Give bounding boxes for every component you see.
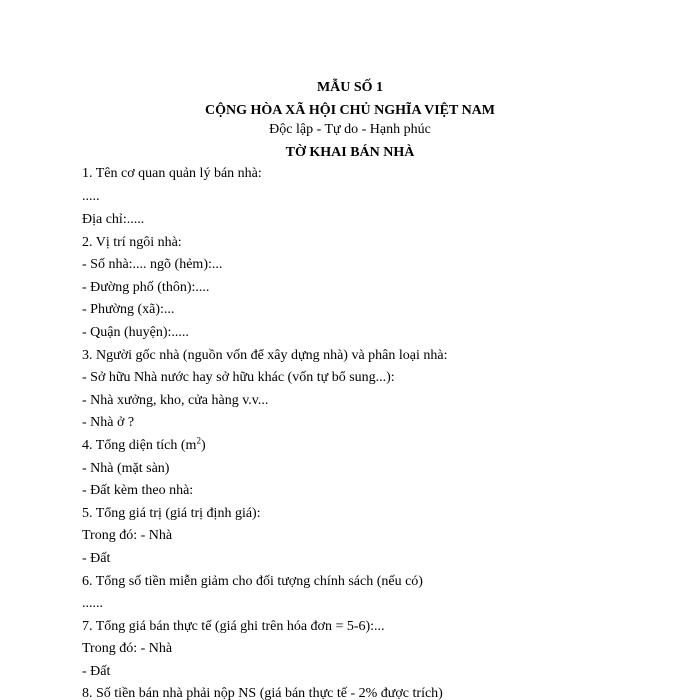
document-title: TỜ KHAI BÁN NHÀ [285, 145, 415, 160]
form-number: MẪU SỐ 1 [316, 80, 384, 95]
field-price-house: Trong đó: - Nhà [82, 641, 173, 656]
field-budget-payment: 8. Số tiền bán nhà phải nộp NS (giá bán thực tế - 2% được trích) [82, 686, 443, 700]
field-address: Địa chỉ:..... [82, 212, 145, 227]
motto: Độc lập - Tự do - Hạnh phúc [269, 122, 431, 137]
field-floor-area: - Nhà (mặt sàn) [82, 461, 170, 476]
field-street: - Đường phố (thôn):.... [82, 280, 210, 295]
field-residence: - Nhà ở ? [82, 415, 135, 430]
field-ownership: - Sở hữu Nhà nước hay sở hữu khác (vốn tự bổ sung...): [82, 370, 395, 385]
field-origin: 3. Người gốc nhà (nguồn vốn để xây dựng nhà) và phân loại nhà: [82, 348, 448, 363]
field-total-value: 5. Tổng giá trị (giá trị định giá): [82, 506, 261, 521]
field-district: - Quận (huyện):..... [82, 325, 189, 340]
field-agency-value: ..... [82, 189, 100, 204]
field-price-land: - Đất [82, 664, 111, 679]
field-total-area-sup: 2 [196, 435, 201, 446]
field-land-area: - Đất kèm theo nhà: [82, 483, 194, 498]
field-ward: - Phường (xã):... [82, 302, 175, 317]
field-total-area-close: ) [200, 438, 206, 453]
field-exemption-value: ...... [82, 596, 103, 611]
field-value-land: - Đất [82, 551, 111, 566]
field-house-number: - Số nhà:.... ngõ (hẻm):... [82, 257, 223, 272]
field-actual-price: 7. Tổng giá bán thực tế (giá ghi trên hóa đơn = 5-6):... [82, 619, 385, 634]
field-agency-name: 1. Tên cơ quan quản lý bán nhà: [82, 166, 262, 181]
field-exemption: 6. Tổng số tiền miễn giảm cho đối tượng chính sách (nếu có) [82, 574, 423, 589]
field-location: 2. Vị trí ngôi nhà: [82, 235, 182, 250]
field-workshop: - Nhà xưởng, kho, cửa hàng v.v... [82, 393, 269, 408]
field-value-house: Trong đó: - Nhà [82, 528, 173, 543]
republic-heading: CỘNG HÒA XÃ HỘI CHỦ NGHĨA VIỆT NAM [204, 103, 495, 118]
field-total-area-label: 4. Tổng diện tích (m [82, 438, 197, 453]
field-total-area [82, 435, 206, 454]
